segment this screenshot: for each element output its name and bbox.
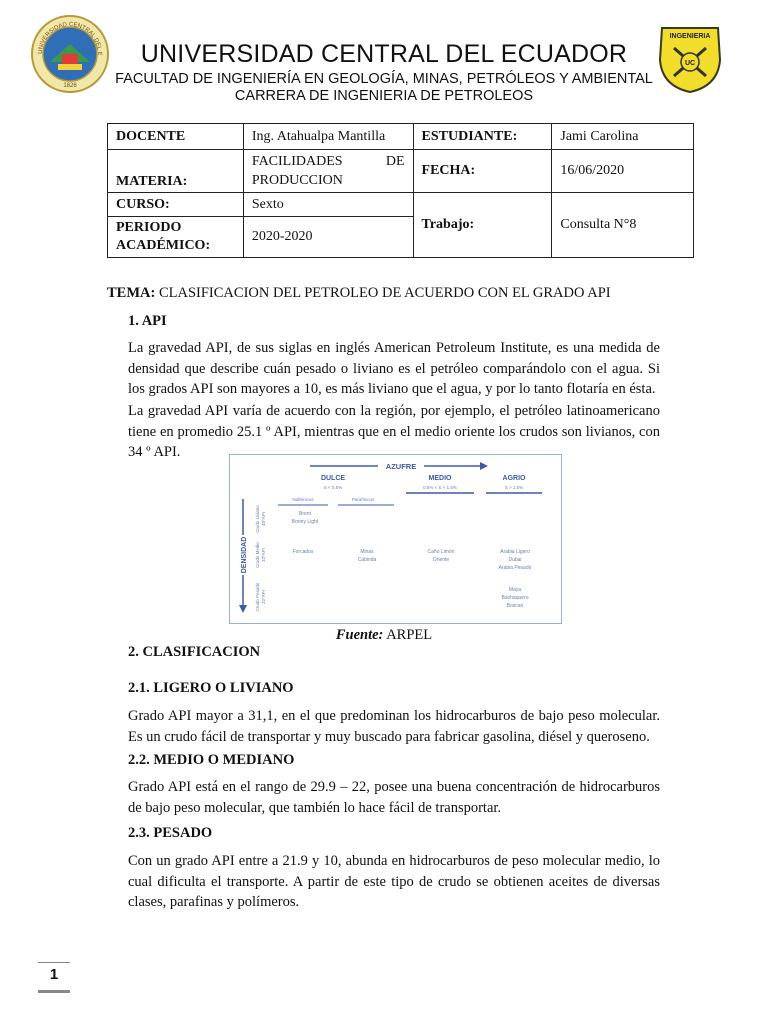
section-heading-clasificacion: 2. CLASIFICACION (128, 644, 261, 660)
subheading-pesado: 2.3. PESADO (128, 825, 213, 841)
seal-arc-text: UNIVERSIDAD CENTRAL DEL E (37, 21, 103, 56)
parafinicos-label: Parafínicos (351, 497, 375, 502)
shield-letters: UC (684, 60, 696, 67)
row-medio-api: 33ºAPI (261, 548, 266, 562)
estudiante-label: ESTUDIANTE: (413, 124, 552, 150)
subheading-medio: 2.2. MEDIO O MEDIANO (128, 752, 295, 768)
tema-label: TEMA: (107, 285, 156, 301)
info-table (107, 123, 694, 258)
periodo-label-1: PERIODO (116, 220, 182, 235)
faculty-title: FACULTAD DE INGENIERÍA EN GEOLOGÍA, MINAS, PETRÓLEOS Y AMBIENTAL (115, 71, 653, 87)
medio-range: 0,5% < S < 1,5% (423, 485, 457, 490)
subheading-ligero: 2.1. LIGERO O LIVIANO (128, 680, 294, 696)
fecha-value: 16/06/2020 (552, 150, 694, 193)
crude-bonny-light: Bonny Light (291, 519, 319, 525)
crude-cabinda: Cabinda (357, 557, 377, 563)
curso-label: CURSO: (108, 193, 244, 217)
seal-year: 1826 (63, 83, 77, 89)
materia-value-3: PRODUCCION (251, 173, 343, 188)
docente-value: Ing. Atahualpa Mantilla (243, 124, 413, 150)
crude-bachaquero: Bachaquero (501, 595, 529, 601)
crude-brent: Brent (299, 511, 311, 517)
materia-value-2: DE (385, 154, 405, 169)
pesado-paragraph: Con un grado API entre a 21.9 y 10, abunda en hidrocarburos de peso molecular medio, lo cual dificulta el transporte. A partir de este tipo de crudo se obtienen aceites de diversas clases, parafinas y polímeros. (128, 853, 660, 910)
crude-maya: Maya (508, 587, 522, 593)
page-number: 1 (49, 966, 59, 983)
page-number-rule-top (38, 962, 70, 963)
dulce-label: DULCE (320, 475, 346, 482)
periodo-value: 2020-2020 (243, 217, 413, 258)
naftenicos-label: Nafténicos (292, 497, 314, 502)
docente-label: DOCENTE (108, 124, 244, 150)
table-row (108, 193, 694, 217)
agrio-label: AGRIO (502, 475, 526, 482)
crude-arabia-ligero: Arabia Ligero (500, 549, 530, 555)
fecha-label: FECHA: (413, 150, 552, 193)
trabajo-label: Trabajo: (413, 193, 552, 258)
row-liviano-label: Crudo Liviano (255, 505, 260, 533)
medio-label: MEDIO (428, 475, 452, 482)
medio-paragraph: Grado API está en el rango de 29.9 – 22, posee una buena concentración de hidrocarburos de bajo peso molecular, que también lo hace fácil de transportar. (128, 779, 660, 816)
career-title: CARRERA DE INGENIERIA DE PETROLEOS (234, 88, 534, 104)
api-paragraph-1: La gravedad API, de sus siglas en inglés American Petroleum Institute, es una medida de densidad que describe cuán pesado o liviano es el petróleo comparándolo con el agua. Si los grados API son mayores a 10, es más liviano que el agua, y por lo tanto flotaría en ésta. (128, 340, 660, 397)
api-sulfur-classification-figure (229, 454, 562, 624)
ligero-paragraph: Grado API mayor a 31,1, en el que predominan los hidrocarburos de bajo peso molecular. Es un crudo fácil de transportar y muy buscado para fabricar gasolina, diésel y queroseno. (128, 708, 660, 745)
page-number-rule-bottom (38, 990, 70, 993)
tema-line (107, 285, 611, 302)
trabajo-value: Consulta N°8 (552, 193, 694, 258)
materia-value (243, 150, 413, 193)
crude-minas: Minas (360, 549, 374, 555)
estudiante-value: Jami Carolina (552, 124, 694, 150)
periodo-label-2: ACADÉMICO: (116, 238, 211, 253)
figure-source (0, 627, 768, 644)
materia-label: MATERIA: (108, 150, 244, 193)
section-heading-api: 1. API (128, 313, 167, 329)
row-medio-label: Crudo Medio (255, 542, 260, 568)
university-title: UNIVERSIDAD CENTRAL DEL ECUADOR (140, 40, 628, 68)
crude-arabia-pesado: Arabia Pesado (498, 565, 532, 571)
crude-boscan: Boscan (506, 603, 524, 609)
row-liviano-api: 40ºAPI (261, 512, 266, 526)
api-paragraph-2: La gravedad API varía de acuerdo con la región, por ejemplo, el petróleo latinoamericano tiene en promedio 25.1 º API, mientras que en el medio oriente los crudos son livianos, con 34 º API. (128, 403, 660, 460)
shield-top-text: INGENIERIA (669, 33, 711, 40)
row-pesado-label: Crudo Pesado (255, 582, 260, 612)
fuente-label: Fuente: (335, 627, 384, 643)
fuente-text: ARPEL (383, 627, 433, 643)
tema-text: CLASIFICACION DEL PETROLEO DE ACUERDO CON EL GRADO API (155, 285, 611, 301)
crude-forcados: Forcados (292, 549, 314, 555)
azufre-label: AZUFRE (385, 462, 417, 471)
curso-value: Sexto (243, 193, 413, 217)
table-row (108, 150, 694, 193)
table-row (108, 124, 694, 150)
materia-value-1: FACILIDADES (251, 154, 343, 169)
periodo-label (108, 217, 244, 258)
crude-cano-limon: Caño Limón (427, 549, 455, 555)
dulce-range: S < 0,5% (323, 485, 343, 490)
row-pesado-api: 22ºAPI (261, 590, 266, 604)
densidad-label: DENSIDAD (241, 536, 248, 574)
agrio-range: S > 1,5% (504, 485, 524, 490)
crude-oriente: Oriente (432, 557, 450, 563)
crude-dubai: Dubai (508, 557, 522, 563)
